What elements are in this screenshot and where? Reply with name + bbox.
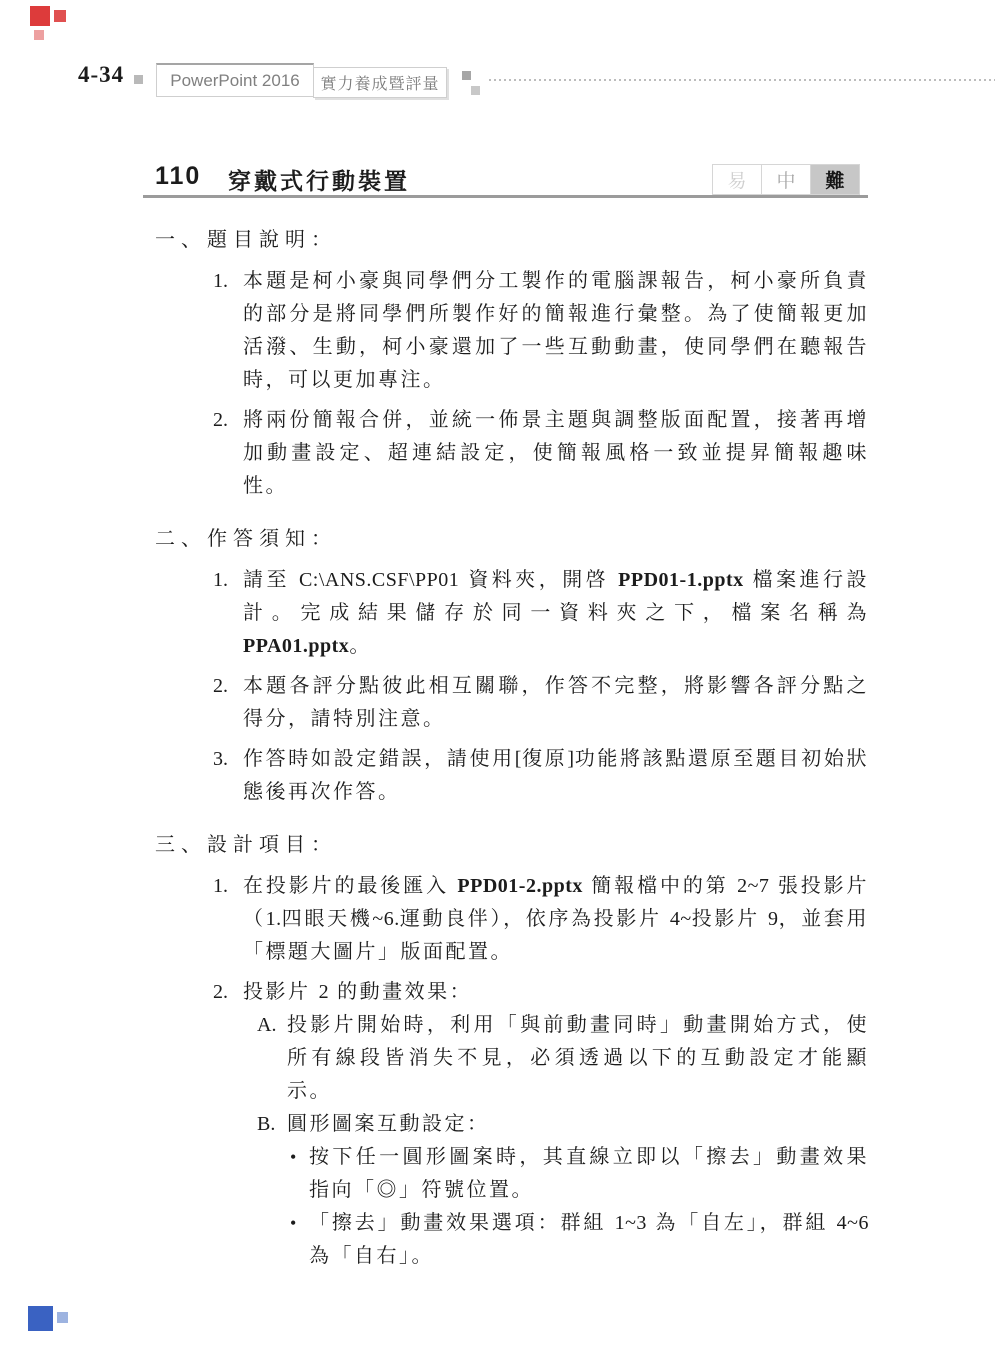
numbered-line <box>155 743 869 809</box>
difficulty-badge-hard-active: 難 <box>810 164 860 195</box>
item-number: 1. <box>213 875 228 897</box>
body-text: 將兩份簡報合併，並統一佈景主題與調整版面配置，接著再增加動畫設定、超連結設定，使簡報風格一致並提昇簡報趣味性。 <box>243 409 869 497</box>
section-heading: 二、作答須知： <box>155 528 337 550</box>
body-text: 投影片 <box>243 981 319 1003</box>
latin-text: 2 <box>318 981 330 1003</box>
small-square-icon <box>471 86 480 95</box>
item-number: 2. <box>213 409 228 431</box>
bold-filename-text: PPA01.pptx <box>243 635 350 657</box>
body-text: 為「自左」，群組 <box>646 1212 837 1234</box>
body-text: 運動良伴），依序為投影片 <box>399 908 670 930</box>
body-text: 在投影片的最後匯入 <box>243 875 458 897</box>
numbered-line <box>155 404 869 503</box>
numbered-line <box>155 564 869 663</box>
numbered-line <box>155 265 869 397</box>
corner-decoration-red-square-tiny <box>34 30 44 40</box>
body-text: 簡報檔中的第 <box>582 875 738 897</box>
latin-text: 4~ <box>669 908 692 930</box>
latin-text: [ <box>514 748 522 770</box>
item-number: 2. <box>213 981 228 1003</box>
corner-decoration-blue-square-small <box>57 1312 68 1323</box>
difficulty-badges <box>713 164 860 195</box>
item-number: 3. <box>213 748 228 770</box>
bullet-line <box>155 1141 869 1207</box>
document-body <box>155 224 869 1273</box>
book-title: PowerPoint 2016 <box>170 70 300 90</box>
latin-text: ~6. <box>372 908 400 930</box>
body-text: 四眼天機 <box>281 908 373 930</box>
body-text: 請至 <box>243 569 299 591</box>
numbered-line <box>155 670 869 736</box>
sub-item-letter: B. <box>257 1113 276 1135</box>
body-text: 資料夾，開啓 <box>459 569 619 591</box>
item-number: 1. <box>213 569 228 591</box>
numbered-line <box>155 870 869 969</box>
body-text: 圓形圖案互動設定： <box>287 1113 490 1135</box>
exercise-number: 110 <box>155 162 202 190</box>
body-text: 的動畫效果： <box>329 981 473 1003</box>
book-subtitle: 實力養成暨評量 <box>320 76 440 93</box>
latin-text: ] <box>567 748 575 770</box>
body-text: 為「自右」。 <box>309 1245 434 1267</box>
numbered-line <box>155 1108 869 1141</box>
difficulty-badge-medium: 中 <box>761 164 811 195</box>
dotted-separator <box>489 79 995 81</box>
item-number: 1. <box>213 270 228 292</box>
title-underline-rule <box>143 195 868 198</box>
section-heading: 一、題目說明： <box>155 229 337 251</box>
corner-decoration-blue-square <box>28 1306 53 1331</box>
sub-item-letter: A. <box>257 1014 277 1036</box>
latin-text: C:\ANS.CSF\PP01 <box>298 569 460 591</box>
body-text: 投影片開始時，利用「與前動畫同時」動畫開始方式，使所有線段皆消失不見，必須透過以下的互動設定才能顯示。 <box>287 1014 869 1102</box>
body-text: 投影片 <box>691 908 768 930</box>
latin-text: 1. <box>265 908 282 930</box>
body-text: 本題是柯小豪與同學們分工製作的電腦課報告，柯小豪所負責的部分是將同學們所製作好的簡報進行彙整。為了使簡報更加活潑、生動，柯小豪還加了一些互動動畫，使同學們在聽報告時，可以更加專注。 <box>243 270 869 391</box>
body-text: 張投影片（ <box>243 875 869 930</box>
numbered-line <box>155 1009 869 1108</box>
small-square-icon <box>134 75 143 84</box>
exercise-title: 穿戴式行動裝置 <box>228 168 410 194</box>
doc-section-1 <box>155 224 869 503</box>
latin-text: 1~3 <box>614 1212 647 1234</box>
item-number: 2. <box>213 675 228 697</box>
bullet-line <box>155 1207 869 1273</box>
latin-text: 9 <box>767 908 779 930</box>
doc-section-3 <box>155 829 869 1273</box>
body-text: 檔案進行設計。完成結果儲存於同一資料夾之下，檔案名稱為 <box>243 569 869 624</box>
body-text: 功能將該點還原至題目初始狀態後再次作答。 <box>243 748 870 803</box>
corner-decoration-red-square <box>30 6 50 26</box>
latin-text: 4~6 <box>836 1212 869 1234</box>
body-text: 作答時如設定錯誤，請使用 <box>243 748 515 770</box>
body-text: 。 <box>349 635 372 657</box>
body-text: 本題各評分點彼此相互關聯，作答不完整，將影響各評分點之得分，請特別注意。 <box>243 675 869 730</box>
latin-text: 2~7 <box>737 875 770 897</box>
corner-decoration-red-square-small <box>54 10 66 22</box>
bold-filename-text: PPD01-2.pptx <box>457 875 583 897</box>
body-text: 按下任一圓形圖案時，其直線立即以「擦去」動畫效果指向「◎」符號位置。 <box>309 1146 869 1201</box>
page-number: 4-34 <box>78 62 125 87</box>
body-text: 「擦去」動畫效果選項：群組 <box>309 1212 615 1234</box>
bullet-icon: • <box>290 1147 297 1167</box>
numbered-line <box>155 976 869 1009</box>
body-text: ，並套用「標題大圖片」版面配置。 <box>243 908 870 963</box>
book-subtitle-tab <box>313 67 447 98</box>
section-heading: 三、設計項目： <box>155 834 337 856</box>
doc-section-2 <box>155 523 869 809</box>
small-square-icon <box>462 71 471 80</box>
book-title-tab <box>156 63 314 97</box>
difficulty-badge-easy: 易 <box>712 164 762 195</box>
body-text: 復原 <box>521 748 568 770</box>
bullet-icon: • <box>290 1213 297 1233</box>
bold-filename-text: PPD01-1.pptx <box>618 569 744 591</box>
